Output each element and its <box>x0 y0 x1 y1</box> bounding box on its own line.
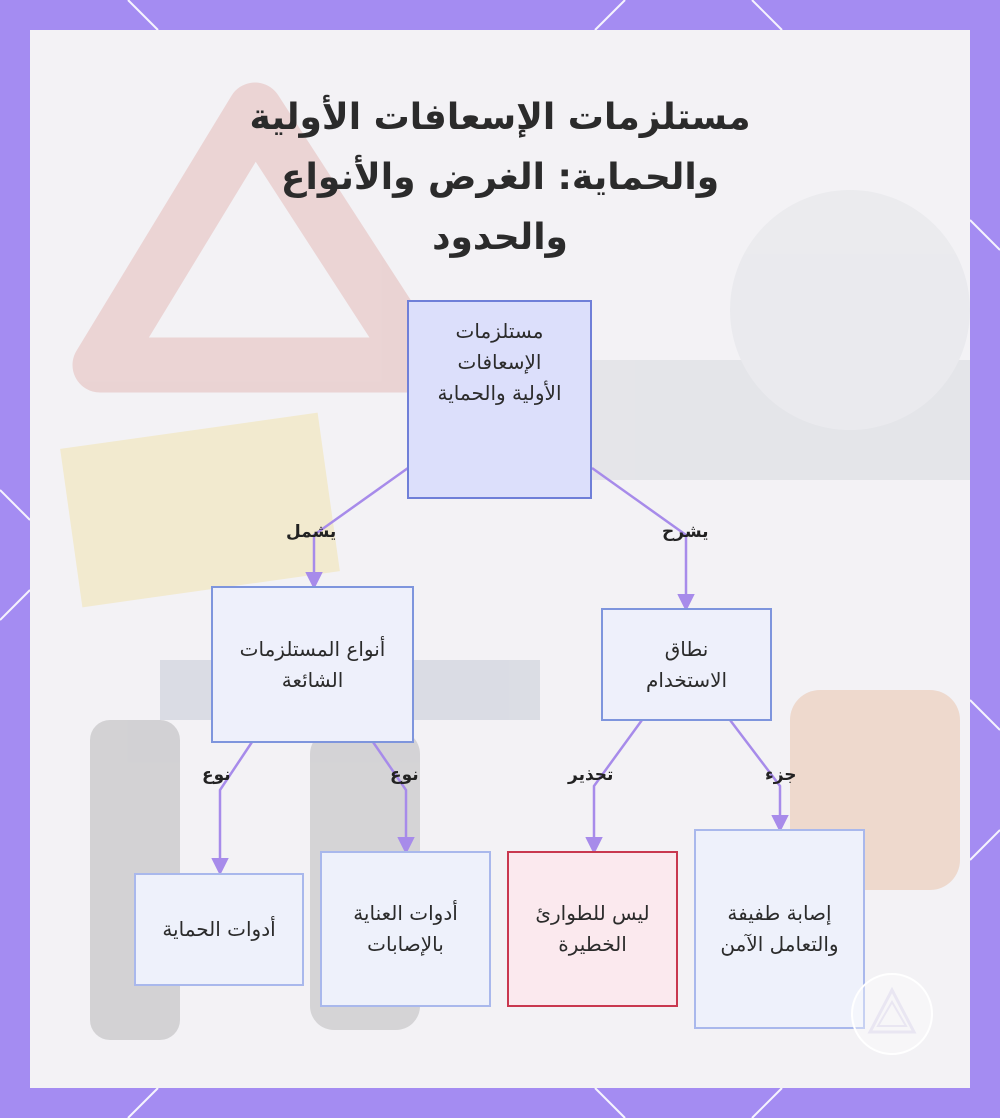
edge-label-part: جزء <box>765 765 797 785</box>
node-minor-injury: إصابة طفيفة والتعامل الآمن <box>694 829 865 1029</box>
edge-label-explains: يشرح <box>662 522 709 542</box>
edge-label-type-right: نوع <box>390 765 419 785</box>
edge-label-warning: تحذير <box>568 765 614 785</box>
node-care-tools: أدوات العناية بالإصابات <box>320 851 491 1007</box>
node-types: أنواع المستلزمات الشائعة <box>211 586 414 743</box>
edge-types-care <box>373 742 406 851</box>
edge-types-protection <box>220 742 252 872</box>
edge-scope-warning <box>594 720 642 851</box>
node-scope: نطاق الاستخدام <box>601 608 772 721</box>
edge-label-includes: يشمل <box>286 522 337 542</box>
node-protection-tools: أدوات الحماية <box>134 873 304 986</box>
page-title: مستلزمات الإسعافات الأولية والحماية: الغرض والأنواع والحدود <box>249 97 751 258</box>
content-panel <box>30 30 970 1088</box>
node-root: مستلزمات الإسعافات الأولية والحماية <box>407 300 592 499</box>
node-not-emergency: ليس للطوارئ الخطيرة <box>507 851 678 1007</box>
watermark-logo <box>850 972 934 1056</box>
edge-label-type-left: نوع <box>202 765 231 785</box>
